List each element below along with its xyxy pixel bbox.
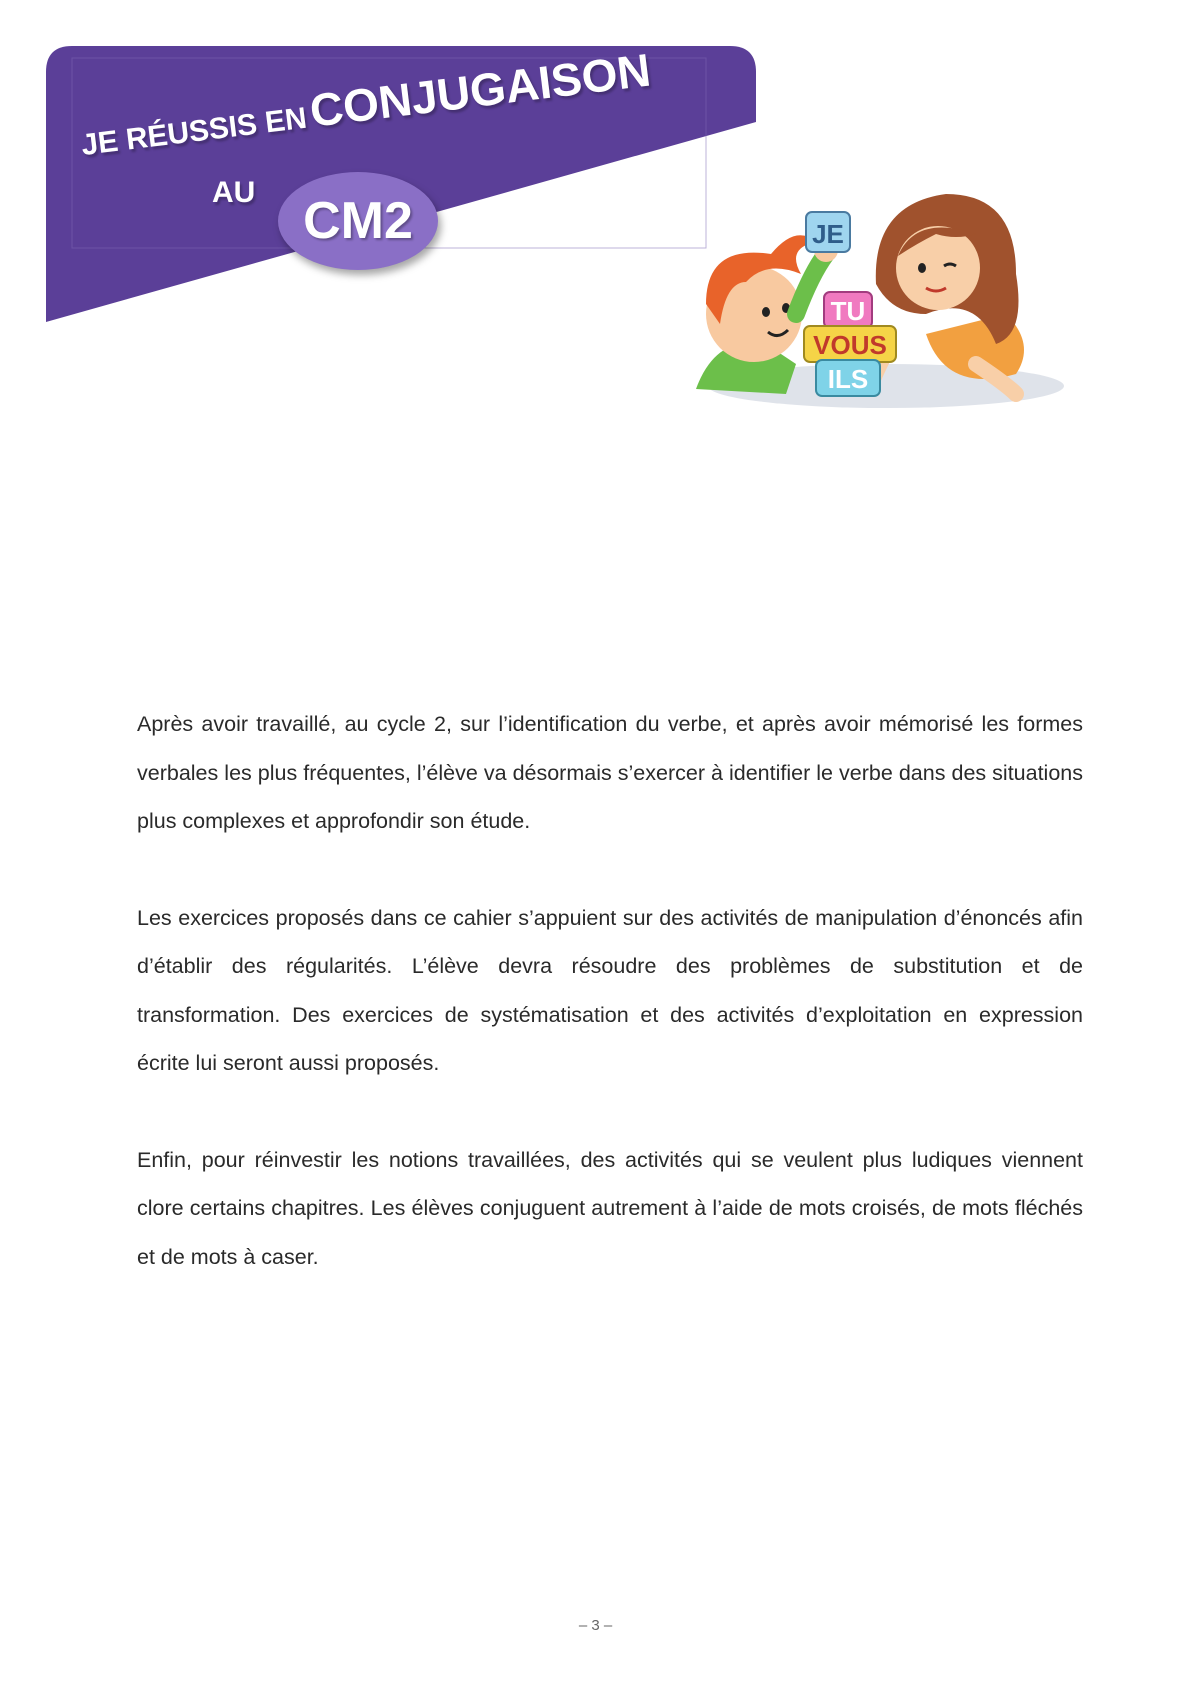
level-badge (278, 172, 438, 270)
girl-figure (872, 194, 1024, 394)
paragraph-2: Les exercices proposés dans ce cahier s’appuient sur des activités de manipulation d’énoncés afin d’établir des régularités. L’élève devra résoudre des problèmes de substitution et de transformation. Des exercices de systématisation et des activités d’exploitation en expression écrite lui seront aussi proposés. (137, 905, 1083, 1075)
title-prefix: JE RÉUSSIS EN (79, 101, 309, 163)
block-ils: ILS (827, 364, 869, 394)
block-je: JE (812, 219, 844, 249)
page-number: – 3 – (578, 1617, 613, 1634)
paragraph-3: Enfin, pour réinvestir les notions travaillées, des activités qui se veulent plus ludiques viennent clore certains chapitres. Les élèves conjuguent autrement à l’aide de mots croisés, de mots fléchés et de mots à caser. (137, 1147, 1083, 1269)
children-illustration (676, 164, 1072, 434)
title-main: CONJUGAISON (307, 43, 654, 137)
intro-text (137, 700, 1083, 1329)
paragraph-1: Après avoir travaillé, au cycle 2, sur l’identification du verbe, et après avoir mémorisé les formes verbales les plus fréquentes, l’élève va désormais s’exercer à identifier le verbe dans des situations plus complexes et approfondir son étude. (137, 712, 1083, 833)
level-badge-label: CM2 (303, 192, 413, 250)
block-tu: TU (830, 296, 866, 326)
block-vous: VOUS (813, 330, 887, 360)
title-au: AU (212, 176, 256, 209)
